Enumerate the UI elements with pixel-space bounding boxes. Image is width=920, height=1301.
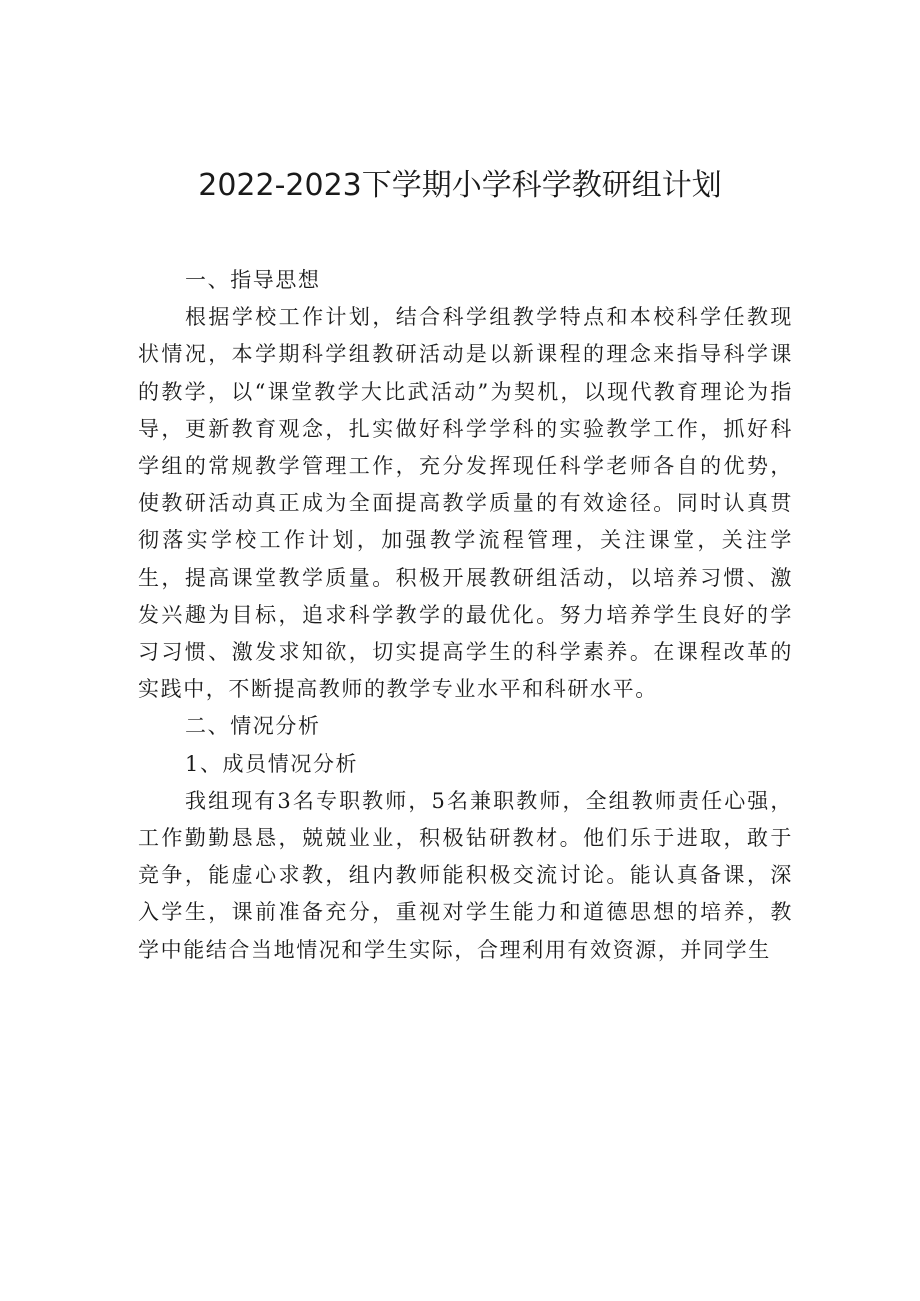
section-heading-guiding-thought: 一、指导思想: [185, 268, 321, 292]
section-heading-situation-analysis: 二、情况分析: [185, 714, 321, 739]
paragraph-guiding-thought: 根据学校工作计划，结合科学组教学特点和本校科学任教现状情况，本学期科学组教研活动是以新课程的理念来指导科学课的教学，以“课堂教学大比武活动”为契机，以现代教育理论为指导，更新教育观念，扎实做好科学学科的实验教学工作，抓好科学组的常规教学管理工作，充分发挥现任科学老师各自的优势，使教研活动真正成为全面提高教学质量的有效途径。同时认真贯彻落实学校工作计划，加强教学流程管理，关注课堂，关注学生，提高课堂教学质量。积极开展教研组活动，以培养习惯、激发兴趣为目标，追求科学教学的最优化。努力培养学生良好的学习习惯、激发求知欲，切实提高学生的科学素养。在课程改革的实践中，不断提高教师的教学专业水平和科研水平。: [138, 305, 793, 702]
document-body: [138, 262, 793, 969]
subsection-heading-member-analysis: 1、成员情况分析: [185, 751, 359, 776]
paragraph-member-analysis: 我组现有3名专职教师，5名兼职教师，全组教师责任心强，工作勤勤恳恳，兢兢业业，积极钻研教材。他们乐于进取，敢于竞争，能虚心求教，组内教师能积极交流讨论。能认真备课，深入学生，课前准备充分，重视对学生能力和道德思想的培养，教学中能结合当地情况和学生实际，合理利用有效资源，并同学生: [138, 788, 793, 962]
document-title: 2022-2023下学期小学科学教研组计划: [198, 168, 722, 203]
